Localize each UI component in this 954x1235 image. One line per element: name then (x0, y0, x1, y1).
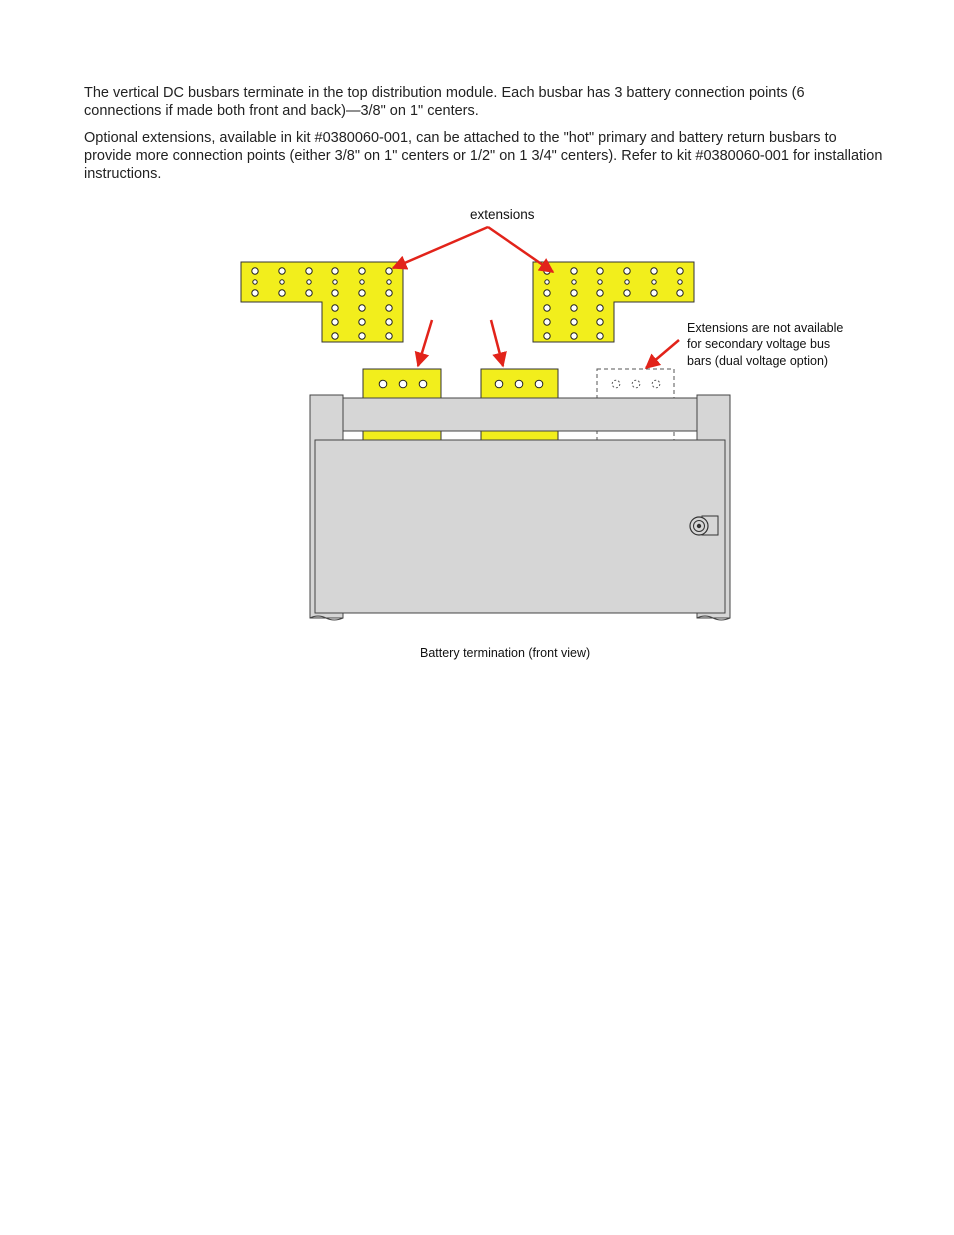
connection-hole (419, 380, 427, 388)
connection-hole (279, 268, 285, 274)
connection-hole (597, 333, 603, 339)
note-line-2: for secondary voltage bus (687, 337, 831, 351)
connection-hole (597, 290, 603, 296)
connection-hole (544, 333, 550, 339)
connection-hole (571, 333, 577, 339)
connection-hole (307, 280, 311, 284)
module-top-bar (343, 398, 697, 431)
connection-hole (386, 290, 392, 296)
connection-hole (280, 280, 284, 284)
arrow-to-secondary-busbar (646, 340, 679, 368)
connection-hole (632, 380, 640, 388)
connection-hole (571, 305, 577, 311)
connection-hole (252, 268, 258, 274)
connection-hole (652, 380, 660, 388)
connection-hole (386, 268, 392, 274)
connection-hole (386, 333, 392, 339)
connection-hole (359, 290, 365, 296)
connection-hole (279, 290, 285, 296)
connection-hole (612, 380, 620, 388)
connection-hole (597, 268, 603, 274)
connection-hole (624, 268, 630, 274)
right-extension-plate (533, 262, 694, 342)
left-extension-plate (241, 262, 403, 342)
arrow-to-left-extension (393, 227, 488, 268)
busbar-holes (379, 380, 660, 388)
connection-hole (652, 280, 656, 284)
figure-caption: Battery termination (front view) (420, 646, 591, 660)
connection-hole (386, 319, 392, 325)
connection-hole (359, 268, 365, 274)
connection-hole (625, 280, 629, 284)
connection-hole (495, 380, 503, 388)
connection-hole (572, 280, 576, 284)
connection-hole (332, 305, 338, 311)
connection-hole (677, 268, 683, 274)
connection-hole (597, 305, 603, 311)
connection-hole (333, 280, 337, 284)
connection-hole (306, 290, 312, 296)
connection-hole (515, 380, 523, 388)
connection-hole (253, 280, 257, 284)
note-line-1: Extensions are not available (687, 321, 844, 335)
connection-hole (571, 268, 577, 274)
arrow-to-primary-busbar (418, 320, 432, 366)
connection-hole (597, 319, 603, 325)
extensions-label: extensions (470, 207, 535, 222)
module-front-panel (315, 440, 725, 613)
connection-hole (306, 268, 312, 274)
connection-hole (360, 280, 364, 284)
panel-lock-icon (690, 516, 718, 535)
connection-hole (332, 268, 338, 274)
connection-hole (544, 305, 550, 311)
connection-hole (359, 305, 365, 311)
connection-hole (332, 319, 338, 325)
connection-hole (544, 319, 550, 325)
connection-hole (571, 319, 577, 325)
extensions-paragraph: Optional extensions, available in kit #0380060-001, can be attached to the "hot" primary and battery return busbars to provide more connection points (either 3/8" on 1" centers or 1/2" on 1 3/4" centers). Refer to kit #0380060-001 for installation instructions. (84, 130, 883, 182)
connection-hole (678, 280, 682, 284)
connection-hole (544, 290, 550, 296)
arrow-to-return-busbar (491, 320, 503, 366)
connection-hole (651, 290, 657, 296)
connection-hole (359, 333, 365, 339)
connection-hole (624, 290, 630, 296)
connection-hole (399, 380, 407, 388)
connection-hole (332, 333, 338, 339)
connection-hole (379, 380, 387, 388)
connection-hole (535, 380, 543, 388)
note-line-3: bars (dual voltage option) (687, 354, 829, 368)
connection-hole (545, 280, 549, 284)
connection-hole (359, 319, 365, 325)
connection-hole (387, 280, 391, 284)
intro-paragraph: The vertical DC busbars terminate in the top distribution module. Each busbar has 3 battery connection points (6 connections if made both front and back)—3/8" on 1" centers. (84, 85, 805, 119)
connection-hole (651, 268, 657, 274)
connection-hole (571, 290, 577, 296)
connection-hole (677, 290, 683, 296)
connection-hole (386, 305, 392, 311)
connection-hole (598, 280, 602, 284)
arrow-to-right-extension (488, 227, 553, 272)
connection-hole (252, 290, 258, 296)
connection-hole (332, 290, 338, 296)
